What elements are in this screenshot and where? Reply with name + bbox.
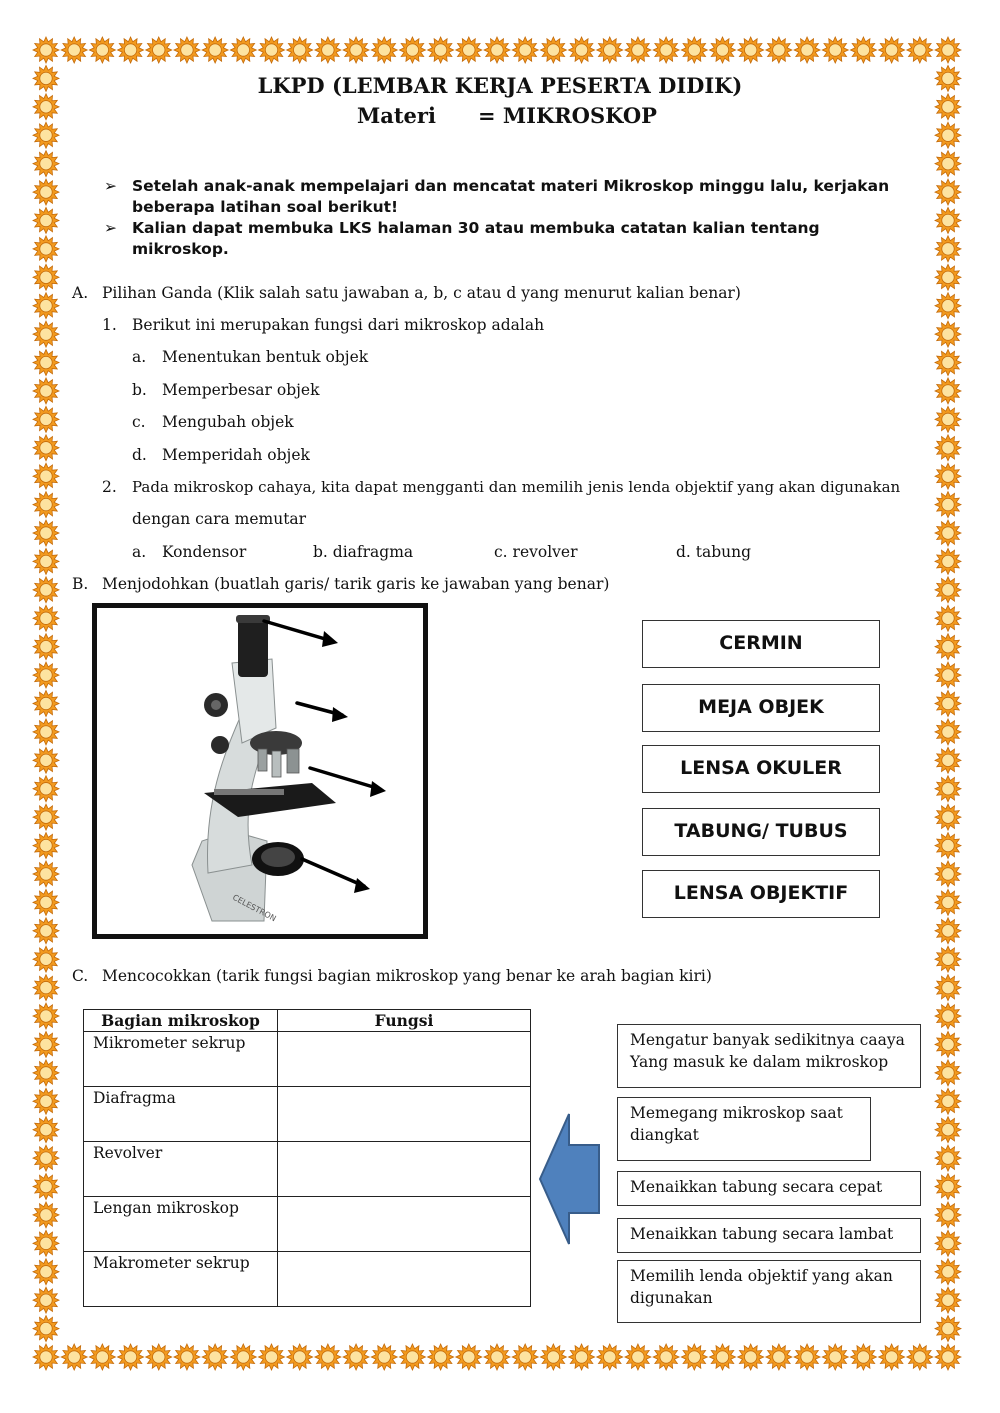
- sun-icon: [540, 37, 566, 63]
- sun-icon: [935, 804, 961, 830]
- table-row: [84, 1252, 531, 1307]
- sun-icon: [935, 889, 961, 915]
- sun-icon: [935, 207, 961, 233]
- sun-icon: [33, 1316, 59, 1342]
- sun-icon: [33, 1287, 59, 1313]
- sun-icon: [33, 1344, 59, 1370]
- sun-icon: [146, 1344, 172, 1370]
- sun-icon: [456, 37, 482, 63]
- q2-text-line1: Pada mikroskop cahaya, kita dapat mengganti dan memilih jenis lenda objektif yang akan digunakan: [132, 478, 901, 496]
- sun-icon: [935, 577, 961, 603]
- sun-icon: [230, 37, 256, 63]
- sun-icon: [935, 918, 961, 944]
- sun-icon: [33, 1060, 59, 1086]
- sun-icon: [202, 1344, 228, 1370]
- q2-option-c[interactable]: c. revolver: [494, 543, 578, 561]
- q1-option-c[interactable]: Mengubah objek: [162, 413, 294, 431]
- q2-option-b[interactable]: b. diafragma: [313, 543, 414, 561]
- q2-text-line2: dengan cara memutar: [132, 510, 307, 528]
- sun-icon: [794, 1344, 820, 1370]
- sun-icon: [850, 1344, 876, 1370]
- sun-icon: [935, 1287, 961, 1313]
- q1-option-a[interactable]: Menentukan bentuk objek: [162, 348, 369, 366]
- sun-icon: [850, 37, 876, 63]
- sun-icon: [935, 1088, 961, 1114]
- q1-number: 1.: [102, 316, 117, 334]
- q1-option-b-letter: b.: [132, 381, 147, 399]
- sun-icon: [935, 435, 961, 461]
- sun-icon: [935, 1344, 961, 1370]
- sun-icon: [879, 37, 905, 63]
- sun-icon: [287, 1344, 313, 1370]
- sun-icon: [33, 1088, 59, 1114]
- left-arrow-icon: [538, 1112, 602, 1246]
- sun-icon: [766, 37, 792, 63]
- sun-icon: [935, 1259, 961, 1285]
- sun-icon: [935, 1031, 961, 1057]
- sun-icon: [738, 1344, 764, 1370]
- sun-icon: [428, 1344, 454, 1370]
- sun-icon: [935, 463, 961, 489]
- answer-lensa-okuler[interactable]: LENSA OKULER: [642, 745, 880, 793]
- sun-icon: [935, 1003, 961, 1029]
- sun-icon: [399, 37, 425, 63]
- sun-icon: [935, 264, 961, 290]
- q1-option-a-letter: a.: [132, 348, 147, 366]
- sun-icon: [33, 406, 59, 432]
- sun-icon: [343, 37, 369, 63]
- sun-icon: [33, 747, 59, 773]
- fungsi-drop-cell[interactable]: [278, 1252, 531, 1307]
- q1-option-b[interactable]: Memperbesar objek: [162, 381, 320, 399]
- answer-lensa-objektif[interactable]: LENSA OBJEKTIF: [642, 870, 880, 918]
- sun-icon: [33, 1117, 59, 1143]
- function-menaikkan-lambat[interactable]: Menaikkan tabung secara lambat: [617, 1218, 921, 1253]
- sun-icon: [935, 122, 961, 148]
- sun-icon: [33, 350, 59, 376]
- sun-icon: [569, 37, 595, 63]
- fungsi-drop-cell[interactable]: [278, 1032, 531, 1087]
- function-memegang-mikroskop[interactable]: Memegang mikroskop saat diangkat: [617, 1097, 871, 1161]
- sun-icon: [935, 946, 961, 972]
- sun-icon: [935, 492, 961, 518]
- sun-icon: [33, 435, 59, 461]
- q2-option-a-letter: a.: [132, 543, 147, 561]
- table-header-bagian: Bagian mikroskop: [84, 1010, 278, 1032]
- answer-tabung-tubus[interactable]: TABUNG/ TUBUS: [642, 808, 880, 856]
- sun-icon: [33, 293, 59, 319]
- instruction-2: ➢ Kalian dapat membuka LKS halaman 30 atau membuka catatan kalian tentang mikroskop.: [104, 219, 820, 258]
- sun-icon: [935, 1145, 961, 1171]
- sun-icon: [287, 37, 313, 63]
- sun-icon: [935, 1202, 961, 1228]
- sun-icon: [653, 37, 679, 63]
- sun-icon: [540, 1344, 566, 1370]
- sun-icon: [89, 37, 115, 63]
- row-lengan-mikroskop: Lengan mikroskop: [84, 1197, 278, 1252]
- row-makrometer-sekrup: Makrometer sekrup: [84, 1252, 278, 1307]
- sun-icon: [822, 1344, 848, 1370]
- sun-icon: [484, 1344, 510, 1370]
- sun-icon: [33, 1031, 59, 1057]
- sun-icon: [935, 662, 961, 688]
- sun-icon: [315, 1344, 341, 1370]
- sun-icon: [935, 321, 961, 347]
- sun-icon: [428, 37, 454, 63]
- sun-icon: [935, 719, 961, 745]
- sun-icon: [681, 37, 707, 63]
- section-c-letter: C.: [72, 967, 89, 985]
- sun-icon: [569, 1344, 595, 1370]
- q1-option-d[interactable]: Memperidah objek: [162, 446, 310, 464]
- q1-option-d-letter: d.: [132, 446, 147, 464]
- sun-icon: [33, 207, 59, 233]
- sun-icon: [597, 37, 623, 63]
- sun-icon: [794, 37, 820, 63]
- table-header-row: [84, 1010, 531, 1032]
- sun-icon: [33, 463, 59, 489]
- sun-icon: [935, 378, 961, 404]
- sun-icon: [907, 37, 933, 63]
- sun-icon: [33, 151, 59, 177]
- sun-icon: [33, 37, 59, 63]
- sun-icon: [33, 776, 59, 802]
- sun-icon: [935, 406, 961, 432]
- sun-icon: [766, 1344, 792, 1370]
- arrow-bullet-icon: ➢: [104, 219, 117, 237]
- sun-icon: [33, 861, 59, 887]
- sun-icon: [33, 122, 59, 148]
- row-diafragma: Diafragma: [84, 1087, 278, 1142]
- q1-option-c-letter: c.: [132, 413, 146, 431]
- sun-icon: [399, 1344, 425, 1370]
- section-b-title: Menjodohkan (buatlah garis/ tarik garis ke jawaban yang benar): [102, 575, 610, 593]
- sun-icon: [738, 37, 764, 63]
- sun-icon: [625, 1344, 651, 1370]
- sun-icon: [907, 1344, 933, 1370]
- table-row: [84, 1032, 531, 1087]
- function-memilih-lensa[interactable]: Memilih lenda objektif yang akan digunakan: [617, 1260, 921, 1323]
- microscope-brand-label: CELESTRON: [231, 892, 278, 924]
- sun-icon: [935, 1174, 961, 1200]
- sun-icon: [89, 1344, 115, 1370]
- sun-icon: [33, 577, 59, 603]
- page-title: LKPD (LEMBAR KERJA PESERTA DIDIK): [257, 73, 743, 98]
- sun-icon: [33, 833, 59, 859]
- subtitle-label: Materi: [357, 103, 436, 128]
- row-revolver: Revolver: [84, 1142, 278, 1197]
- sun-icon: [33, 236, 59, 262]
- sun-icon: [33, 492, 59, 518]
- sun-icon: [935, 833, 961, 859]
- sun-icon: [33, 889, 59, 915]
- sun-icon: [146, 37, 172, 63]
- sun-icon: [512, 37, 538, 63]
- sun-icon: [935, 1230, 961, 1256]
- sun-icon: [230, 1344, 256, 1370]
- sun-icon: [33, 975, 59, 1001]
- table-header-fungsi: Fungsi: [278, 1010, 531, 1032]
- sun-icon: [935, 179, 961, 205]
- sun-icon: [935, 1316, 961, 1342]
- sun-icon: [33, 605, 59, 631]
- sun-icon: [935, 1117, 961, 1143]
- sun-icon: [484, 37, 510, 63]
- fungsi-drop-cell[interactable]: [278, 1142, 531, 1197]
- sun-icon: [33, 179, 59, 205]
- sun-icon: [935, 1060, 961, 1086]
- sun-icon: [653, 1344, 679, 1370]
- sun-icon: [371, 37, 397, 63]
- sun-icon: [935, 151, 961, 177]
- sun-icon: [61, 1344, 87, 1370]
- sun-icon: [202, 37, 228, 63]
- function-menaikkan-cepat[interactable]: Menaikkan tabung secara cepat: [617, 1171, 921, 1206]
- sun-icon: [259, 37, 285, 63]
- sun-icon: [512, 1344, 538, 1370]
- sun-icon: [61, 37, 87, 63]
- sun-icon: [935, 975, 961, 1001]
- sun-icon: [710, 37, 736, 63]
- sun-icon: [879, 1344, 905, 1370]
- sun-icon: [315, 37, 341, 63]
- sun-icon: [935, 520, 961, 546]
- sun-icon: [33, 1202, 59, 1228]
- sun-icon: [935, 37, 961, 63]
- section-b-letter: B.: [72, 575, 89, 593]
- sun-icon: [174, 1344, 200, 1370]
- sun-icon: [935, 548, 961, 574]
- sun-icon: [33, 946, 59, 972]
- sun-icon: [710, 1344, 736, 1370]
- sun-icon: [935, 634, 961, 660]
- row-mikrometer-sekrup: Mikrometer sekrup: [84, 1032, 278, 1087]
- subtitle-value: = MIKROSKOP: [478, 103, 657, 128]
- sun-icon: [33, 662, 59, 688]
- sun-icon: [935, 605, 961, 631]
- section-c-title: Mencocokkan (tarik fungsi bagian mikroskop yang benar ke arah bagian kiri): [102, 967, 712, 985]
- instruction-1: ➢ Setelah anak-anak mempelajari dan mencatat materi Mikroskop minggu lalu, kerjakan beberapa latihan soal berikut!: [104, 177, 890, 216]
- section-a-title: Pilihan Ganda (Klik salah satu jawaban a, b, c atau d yang menurut kalian benar): [102, 284, 741, 302]
- sun-icon: [33, 918, 59, 944]
- sun-icon: [456, 1344, 482, 1370]
- sun-icon: [33, 264, 59, 290]
- q1-text: Berikut ini merupakan fungsi dari mikroskop adalah: [132, 316, 545, 334]
- sun-icon: [33, 1003, 59, 1029]
- sun-icon: [935, 691, 961, 717]
- sun-icon: [597, 1344, 623, 1370]
- sun-icon: [371, 1344, 397, 1370]
- sun-icon: [33, 321, 59, 347]
- sun-icon: [935, 350, 961, 376]
- sun-icon: [625, 37, 651, 63]
- sun-icon: [343, 1344, 369, 1370]
- table-row: [84, 1087, 531, 1142]
- matching-table: [83, 1009, 531, 1307]
- q2-option-a[interactable]: Kondensor: [162, 543, 247, 561]
- sun-icon: [33, 1145, 59, 1171]
- sun-icon: [935, 776, 961, 802]
- sun-icon: [822, 37, 848, 63]
- table-row: [84, 1142, 531, 1197]
- sun-icon: [33, 1230, 59, 1256]
- microscope-image: [92, 603, 428, 939]
- answer-meja-objek[interactable]: MEJA OBJEK: [642, 684, 880, 732]
- arrow-bullet-icon: ➢: [104, 177, 117, 195]
- fungsi-drop-cell[interactable]: [278, 1087, 531, 1142]
- sun-icon: [681, 1344, 707, 1370]
- sun-icon: [33, 1174, 59, 1200]
- sun-icon: [935, 293, 961, 319]
- sun-icon: [935, 236, 961, 262]
- sun-icon: [33, 634, 59, 660]
- sun-icon: [33, 520, 59, 546]
- sun-icon: [174, 37, 200, 63]
- answer-cermin[interactable]: CERMIN: [642, 620, 880, 668]
- fungsi-drop-cell[interactable]: [278, 1197, 531, 1252]
- sun-icon: [935, 747, 961, 773]
- sun-icon: [118, 37, 144, 63]
- q2-option-d[interactable]: d. tabung: [676, 543, 752, 561]
- sun-icon: [935, 861, 961, 887]
- table-row: [84, 1197, 531, 1252]
- sun-icon: [259, 1344, 285, 1370]
- function-mengatur-cahaya[interactable]: Mengatur banyak sedikitnya caaya Yang masuk ke dalam mikroskop: [617, 1024, 921, 1088]
- sun-icon: [118, 1344, 144, 1370]
- sun-icon: [33, 719, 59, 745]
- sun-icon: [33, 804, 59, 830]
- q2-number: 2.: [102, 478, 117, 496]
- sun-icon: [33, 378, 59, 404]
- sun-icon: [33, 548, 59, 574]
- section-a-letter: A.: [72, 284, 89, 302]
- sun-icon: [33, 1259, 59, 1285]
- sun-icon: [33, 691, 59, 717]
